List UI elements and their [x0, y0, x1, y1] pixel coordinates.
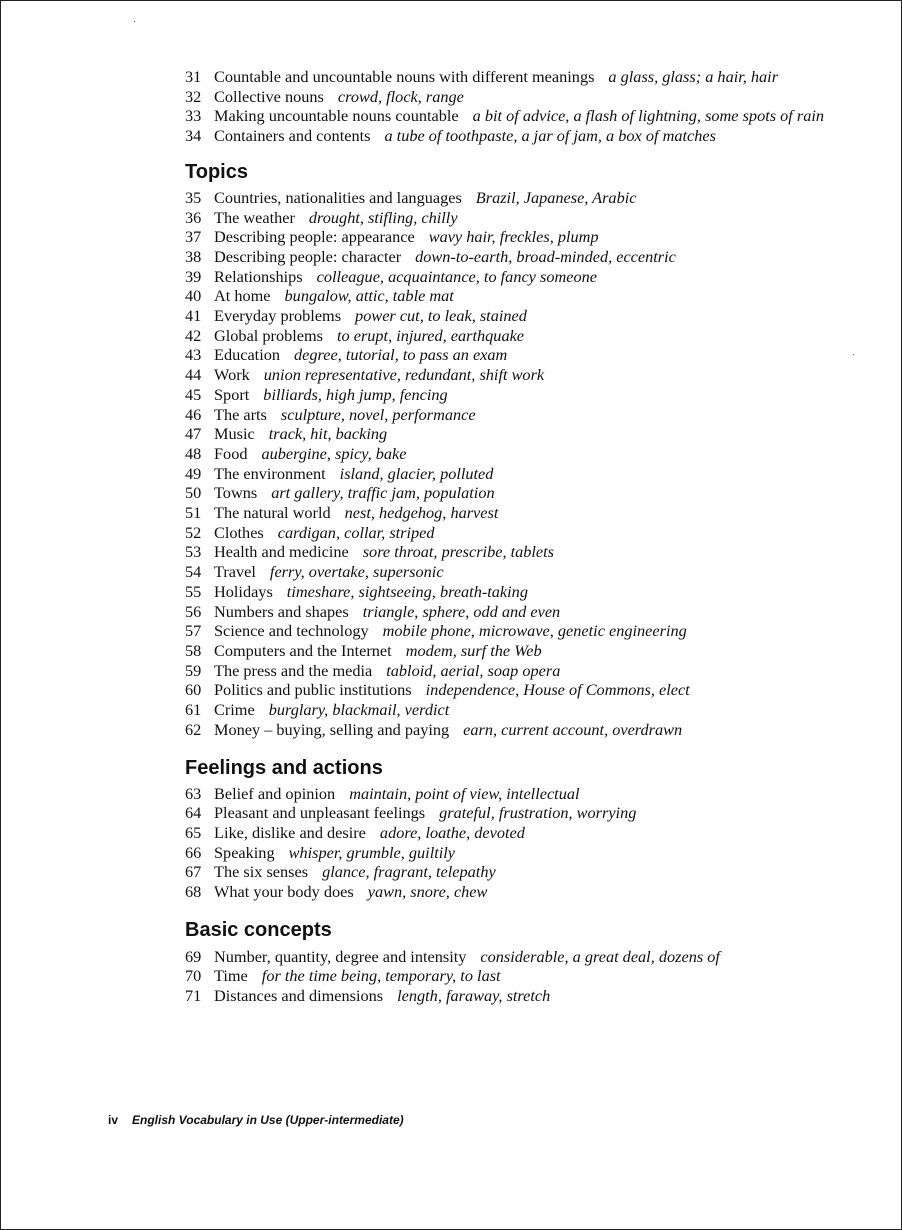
- unit-title: Making uncountable nouns countable: [214, 106, 459, 126]
- unit-entry: [185, 661, 875, 681]
- unit-examples: cardigan, collar, striped: [277, 522, 435, 542]
- unit-entry: [185, 503, 875, 523]
- unit-number: 31: [185, 67, 202, 86]
- unit-entry: [185, 680, 875, 700]
- unit-examples: modem, surf the Web: [405, 640, 542, 660]
- unit-number: 66: [185, 842, 202, 862]
- unit-title: Education: [214, 345, 281, 365]
- unit-number: 50: [185, 483, 202, 503]
- unit-examples: considerable, a great deal, dozens of: [480, 946, 720, 966]
- unit-examples: colleague, acquaintance, to fancy someone: [316, 266, 597, 286]
- unit-number: 61: [185, 700, 202, 720]
- unit-number: 67: [185, 862, 202, 882]
- unit-title: The environment: [214, 463, 326, 483]
- unit-entry: [185, 286, 875, 306]
- unit-number: 46: [185, 404, 202, 424]
- unit-examples: grateful, frustration, worrying: [439, 803, 637, 823]
- unit-examples: to erupt, injured, earthquake: [336, 325, 525, 345]
- unit-title: Relationships: [214, 266, 303, 286]
- unit-number: 34: [185, 126, 202, 146]
- unit-examples: adore, loathe, devoted: [379, 822, 525, 842]
- unit-number: 70: [185, 966, 202, 986]
- unit-number: 64: [185, 803, 202, 823]
- unit-number: 32: [185, 86, 202, 106]
- page-number: iv: [108, 1113, 119, 1127]
- unit-title: Politics and public institutions: [214, 680, 412, 700]
- unit-number: 43: [185, 345, 202, 365]
- unit-number: 48: [185, 443, 202, 463]
- unit-title: Numbers and shapes: [214, 601, 349, 621]
- unit-entry: [185, 966, 875, 986]
- unit-entry: [185, 823, 875, 843]
- basic-concepts-unit-list: [185, 947, 875, 1006]
- unit-title: Music: [214, 424, 255, 444]
- unit-examples: burglary, blackmail, verdict: [268, 700, 450, 720]
- unit-entry: [185, 87, 875, 107]
- unit-title: Pleasant and unpleasant feelings: [214, 803, 426, 823]
- unit-title: Distances and dimensions: [214, 986, 384, 1006]
- unit-title: Travel: [214, 562, 256, 582]
- unit-examples: a glass, glass; a hair, hair: [608, 67, 779, 86]
- unit-entry: [185, 582, 875, 602]
- unit-title: At home: [214, 286, 271, 306]
- unit-number: 33: [185, 106, 202, 126]
- unit-title: Describing people: appearance: [214, 227, 415, 247]
- page-footer: [108, 1113, 404, 1127]
- unit-examples: sore throat, prescribe, tablets: [362, 542, 555, 562]
- unit-examples: power cut, to leak, stained: [355, 306, 527, 326]
- unit-entry: [185, 562, 875, 582]
- unit-examples: for the time being, temporary, to last: [261, 966, 501, 986]
- unit-entry: [185, 602, 875, 622]
- unit-entry: [185, 641, 875, 661]
- unit-number: 36: [185, 207, 202, 227]
- unit-entry: [185, 621, 875, 641]
- unit-entry: [185, 267, 875, 287]
- unit-number: 69: [185, 946, 202, 966]
- unit-entry: [185, 523, 875, 543]
- feelings-unit-list: [185, 784, 875, 902]
- unit-examples: art gallery, traffic jam, population: [271, 483, 495, 503]
- unit-number: 38: [185, 246, 202, 266]
- unit-number: 53: [185, 542, 202, 562]
- unit-title: The arts: [214, 404, 267, 424]
- unit-title: Describing people: character: [214, 246, 402, 266]
- unit-number: 54: [185, 562, 202, 582]
- unit-title: Global problems: [214, 325, 323, 345]
- unit-number: 44: [185, 365, 202, 385]
- unit-title: Health and medicine: [214, 542, 349, 562]
- unit-number: 63: [185, 783, 202, 803]
- unit-examples: drought, stifling, chilly: [308, 207, 458, 227]
- unit-entry: [185, 882, 875, 902]
- unit-title: Holidays: [214, 581, 273, 601]
- unit-entry: [185, 424, 875, 444]
- unit-entry: [185, 720, 875, 740]
- unit-entry: [185, 326, 875, 346]
- unit-number: 60: [185, 680, 202, 700]
- unit-examples: degree, tutorial, to pass an exam: [294, 345, 508, 365]
- unit-examples: triangle, sphere, odd and even: [362, 601, 561, 621]
- unit-title: The six senses: [214, 862, 309, 882]
- unit-number: 62: [185, 719, 202, 739]
- unit-examples: a tube of toothpaste, a jar of jam, a box of matches: [384, 126, 716, 146]
- unit-number: 55: [185, 581, 202, 601]
- unit-title: Collective nouns: [214, 86, 324, 106]
- unit-entry: [185, 126, 875, 146]
- unit-number: 39: [185, 266, 202, 286]
- unit-title: Sport: [214, 384, 250, 404]
- unit-entry: [185, 784, 875, 804]
- unit-number: 59: [185, 660, 202, 680]
- unit-title: Countries, nationalities and languages: [214, 187, 462, 207]
- unit-title: Crime: [214, 700, 255, 720]
- unit-number: 49: [185, 463, 202, 483]
- unit-number: 37: [185, 227, 202, 247]
- section-heading-topics: Topics: [185, 160, 248, 183]
- unit-examples: bungalow, attic, table mat: [284, 286, 454, 306]
- unit-entry: [185, 208, 875, 228]
- unit-examples: tabloid, aerial, soap opera: [386, 660, 561, 680]
- unit-entry: [185, 803, 875, 823]
- unit-entry: [185, 345, 875, 365]
- unit-entry: [185, 106, 875, 126]
- book-title: English Vocabulary in Use (Upper-intermediate): [132, 1113, 404, 1127]
- unit-title: Science and technology: [214, 621, 369, 641]
- unit-title: Work: [214, 365, 250, 385]
- unit-examples: whisper, grumble, guiltily: [288, 842, 456, 862]
- unit-number: 65: [185, 822, 202, 842]
- unit-number: 71: [185, 986, 202, 1006]
- unit-examples: yawn, snore, chew: [367, 882, 488, 902]
- unit-examples: mobile phone, microwave, genetic engineering: [382, 621, 687, 641]
- unit-examples: down-to-earth, broad-minded, eccentric: [415, 246, 676, 266]
- unit-examples: sculpture, novel, performance: [280, 404, 476, 424]
- unit-title: Towns: [214, 483, 258, 503]
- unit-number: 58: [185, 640, 202, 660]
- unit-number: 45: [185, 384, 202, 404]
- unit-entry: [185, 947, 875, 967]
- unit-entry: [185, 67, 875, 87]
- unit-examples: billiards, high jump, fencing: [263, 384, 448, 404]
- unit-entry: [185, 843, 875, 863]
- unit-examples: earn, current account, overdrawn: [463, 719, 683, 739]
- unit-title: Clothes: [214, 522, 264, 542]
- unit-number: 47: [185, 424, 202, 444]
- unit-title: Time: [214, 966, 248, 986]
- unit-title: The press and the media: [214, 660, 373, 680]
- unit-examples: union representative, redundant, shift work: [263, 365, 545, 385]
- unit-title: Everyday problems: [214, 306, 342, 326]
- unit-examples: track, hit, backing: [268, 424, 388, 444]
- unit-title: Food: [214, 443, 248, 463]
- unit-examples: a bit of advice, a flash of lightning, some spots of rain: [472, 106, 825, 126]
- unit-title: Containers and contents: [214, 126, 371, 146]
- topics-unit-list: [185, 188, 875, 740]
- section-heading-feelings-and-actions: Feelings and actions: [185, 756, 383, 779]
- unit-entry: [185, 227, 875, 247]
- unit-title: Speaking: [214, 842, 275, 862]
- unit-entry: [185, 986, 875, 1006]
- unit-examples: aubergine, spicy, bake: [261, 443, 407, 463]
- unit-title: Money – buying, selling and paying: [214, 719, 450, 739]
- unit-title: Countable and uncountable nouns with different meanings: [214, 67, 595, 86]
- unit-examples: nest, hedgehog, harvest: [344, 503, 499, 523]
- unit-examples: crowd, flock, range: [337, 86, 464, 106]
- unit-number: 57: [185, 621, 202, 641]
- unit-examples: Brazil, Japanese, Arabic: [475, 187, 637, 207]
- unit-examples: wavy hair, freckles, plump: [428, 227, 599, 247]
- speck-mark: [134, 21, 135, 22]
- intro-unit-list: [185, 67, 875, 146]
- unit-examples: island, glacier, polluted: [339, 463, 494, 483]
- unit-examples: timeshare, sightseeing, breath-taking: [286, 581, 528, 601]
- unit-number: 52: [185, 522, 202, 542]
- unit-title: What your body does: [214, 882, 354, 902]
- unit-entry: [185, 405, 875, 425]
- unit-number: 40: [185, 286, 202, 306]
- unit-number: 51: [185, 503, 202, 523]
- unit-entry: [185, 464, 875, 484]
- unit-title: Number, quantity, degree and intensity: [214, 946, 467, 966]
- unit-entry: [185, 365, 875, 385]
- section-heading-basic-concepts: Basic concepts: [185, 918, 332, 941]
- unit-entry: [185, 542, 875, 562]
- unit-entry: [185, 385, 875, 405]
- unit-title: The weather: [214, 207, 295, 227]
- unit-examples: ferry, overtake, supersonic: [269, 562, 444, 582]
- unit-title: Like, dislike and desire: [214, 822, 366, 842]
- unit-examples: maintain, point of view, intellectual: [349, 783, 580, 803]
- unit-entry: [185, 700, 875, 720]
- unit-examples: independence, House of Commons, elect: [425, 680, 690, 700]
- unit-entry: [185, 862, 875, 882]
- unit-entry: [185, 444, 875, 464]
- contents-list: [185, 67, 875, 1006]
- unit-title: Belief and opinion: [214, 783, 336, 803]
- unit-title: The natural world: [214, 503, 331, 523]
- unit-number: 56: [185, 601, 202, 621]
- unit-number: 35: [185, 187, 202, 207]
- unit-number: 42: [185, 325, 202, 345]
- unit-examples: glance, fragrant, telepathy: [322, 862, 496, 882]
- unit-entry: [185, 483, 875, 503]
- unit-number: 41: [185, 306, 202, 326]
- unit-examples: length, faraway, stretch: [397, 986, 551, 1006]
- unit-title: Computers and the Internet: [214, 640, 392, 660]
- unit-entry: [185, 306, 875, 326]
- unit-entry: [185, 188, 875, 208]
- unit-number: 68: [185, 882, 202, 902]
- unit-entry: [185, 247, 875, 267]
